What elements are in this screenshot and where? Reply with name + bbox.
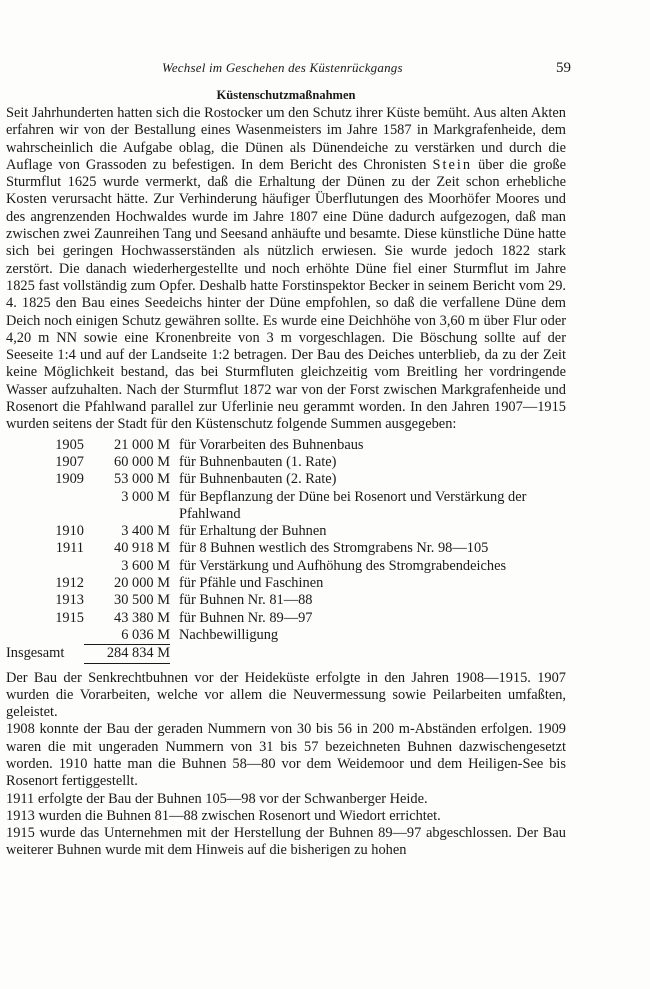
intro-text-1: Seit Jahrhunderten hatten sich die Rostocker um den Schutz ihrer Küste bemüht. Aus alten Akten erfahren wir von der Bestallung eines Wasenmeisters im Jahre 1587 in Markgrafenheide, dem wahrscheinlich die Aufgabe oblag, die Dünen als Dünendeiche zu verstärken und durch die Auflage von Grassoden zu befestigen. In dem Bericht des Chronisten: [6, 105, 566, 173]
funding-year: 1915: [55, 609, 84, 626]
funding-amount: 20 000 M: [114, 575, 170, 592]
funding-amount: 30 500 M: [114, 592, 170, 609]
running-head-title: Wechsel im Geschehen des Küstenrückgangs: [162, 60, 403, 75]
funding-row: [6, 471, 566, 488]
funding-row: [6, 437, 566, 454]
funding-year: 1907: [55, 453, 84, 470]
funding-description: für Erhaltung der Buhnen: [179, 523, 327, 540]
funding-amount: 43 380 M: [114, 609, 170, 626]
funding-description: Nachbewilligung: [179, 626, 279, 643]
funding-row: [6, 454, 566, 471]
funding-amount: 3 000 M: [121, 488, 170, 505]
funding-row: [6, 489, 566, 524]
funding-amount: 60 000 M: [114, 453, 170, 470]
funding-row: [6, 575, 566, 592]
history-paragraph-5: 1915 wurde das Unternehmen mit der Herstellung der Buhnen 89—97 abgeschlossen. Der Bau weiterer Buhnen wurde mit dem Hinweis auf die bisherigen zu hohen: [6, 825, 566, 859]
funding-year: 1911: [55, 540, 84, 557]
history-paragraph-3: 1911 erfolgte der Bau der Buhnen 105—98 vor der Schwanberger Heide.: [6, 790, 428, 807]
funding-amount: 21 000 M: [114, 436, 170, 453]
funding-description: für Buhnenbauten (2. Rate): [179, 471, 337, 488]
construction-history: [6, 670, 566, 860]
funding-row: [6, 592, 566, 609]
funding-row: [6, 610, 566, 627]
funding-total-amount: 284 834 M: [84, 645, 170, 663]
funding-row: [6, 523, 566, 540]
funding-description: für 8 Buhnen westlich des Stromgrabens Nr. 98—105: [179, 540, 489, 557]
funding-description: für Bepflanzung der Düne bei Rosenort und Verstärkung der Pfahlwand: [179, 488, 527, 522]
funding-year: 1912: [55, 575, 84, 592]
funding-description: für Pfähle und Faschinen: [179, 575, 324, 592]
page-number: 59: [556, 60, 571, 76]
funding-description: für Buhnen Nr. 89—97: [179, 609, 313, 626]
intro-text-2: über die große Sturmflut 1625 wurde vermerkt, daß die Erhaltung der Dünen zu der Zeit schon erhebliche Kosten verursacht hätte. Zur Verhinderung häufiger Überflutungen des Moorhöfer Moores und des angrenzenden Hochwaldes wurde im Jahre 1807 eine Düne dadurch aufgezogen, daß man zwischen zwei Zaunreihen Tang und Seesand anhäufte und besamte. Diese künstliche Düne hatte sich bei geringen Hochwasserständen als nützlich erwiesen. Sie wurde jedoch 1822 stark zerstört. Die danach wiederhergestellte und noch erhöhte Düne fiel einer Sturmflut im Jahre 1825 fast vollständig zum Opfer. Deshalb hatte Forstinspektor Becker in seinem Bericht vom 29. 4. 1825 den Bau eines Seedeichs hinter der Düne empfohlen, so daß die verfallene Düne dem Deich noch einigen Schutz gewähren sollte. Es wurde eine Deichhöhe von 3,60 m über Flur oder 4,20 m NN sowie eine Kronenbreite von 3 m vorgeschlagen. Die Böschung sollte auf der Seeseite 1:4 und auf der Landseite 1:2 betragen. Der Bau des Deiches unterblieb, da zu der Zeit keine Möglichkeit bestand, das bei Sturmfluten gleichzeitig vom Breitling her vordringende Wasser aufzuhalten. Nach der Sturmflut 1872 war von der Forst zwischen Markgrafenheide und Rosenort die Pfahlwand parallel zur Uferlinie neu gerammt worden. In den Jahren 1907—1915 wurden seitens der Stadt für den Küstenschutz folgende Summen ausgegeben:: [6, 156, 566, 433]
funding-table: [6, 437, 566, 664]
history-paragraph-4: 1913 wurden die Buhnen 81—88 zwischen Rosenort und Wiedort errichtet.: [6, 807, 441, 824]
funding-total-row: [6, 645, 566, 663]
funding-total-label: Insgesamt: [6, 645, 65, 662]
funding-amount: 3 600 M: [121, 557, 170, 574]
book-page: [6, 60, 571, 860]
section-title: Küstenschutzmaßnahmen: [216, 88, 356, 102]
funding-description: für Buhnenbauten (1. Rate): [179, 453, 337, 470]
history-paragraph-2: 1908 konnte der Bau der geraden Nummern von 30 bis 56 in 200 m-Abständen erfolgen. 1909 waren die mit ungeraden Nummern von 31 bis 57 bezeichneten Buhnen dazwischengesetzt worden. 1910 hatte man die Buhnen 58—80 vor dem Weidemoor und dem Heiligen-See bis Rosenort fertiggestellt.: [6, 721, 566, 790]
funding-row: [6, 558, 566, 575]
funding-year: [6, 489, 84, 524]
funding-amount: 53 000 M: [114, 471, 170, 488]
running-header: [6, 60, 571, 82]
funding-amount: 3 400 M: [121, 523, 170, 540]
chronicler-name: Stein: [432, 156, 473, 173]
funding-description: für Verstärkung und Aufhöhung des Stromgrabendeiches: [179, 557, 507, 574]
funding-amount: 6 036 M: [84, 627, 170, 645]
funding-year: 1913: [55, 592, 84, 609]
funding-description: für Vorarbeiten des Buhnenbaus: [179, 436, 364, 453]
funding-year: 1909: [55, 471, 84, 488]
funding-description: für Buhnen Nr. 81—88: [179, 592, 313, 609]
funding-year: [6, 627, 84, 645]
history-paragraph-1: Der Bau der Senkrechtbuhnen vor der Heideküste erfolgte in den Jahren 1908—1915. 1907 wurden die Vorarbeiten, welche vor allem die Neuvermessung sowie Peilarbeiten umfaßten, geleistet.: [6, 669, 566, 721]
funding-year: 1905: [55, 436, 84, 453]
funding-year: [6, 558, 84, 575]
funding-amount: 40 918 M: [114, 540, 170, 557]
funding-row: [6, 540, 566, 557]
intro-paragraph: [6, 105, 566, 434]
funding-year: 1910: [55, 523, 84, 540]
funding-row: [6, 627, 566, 645]
